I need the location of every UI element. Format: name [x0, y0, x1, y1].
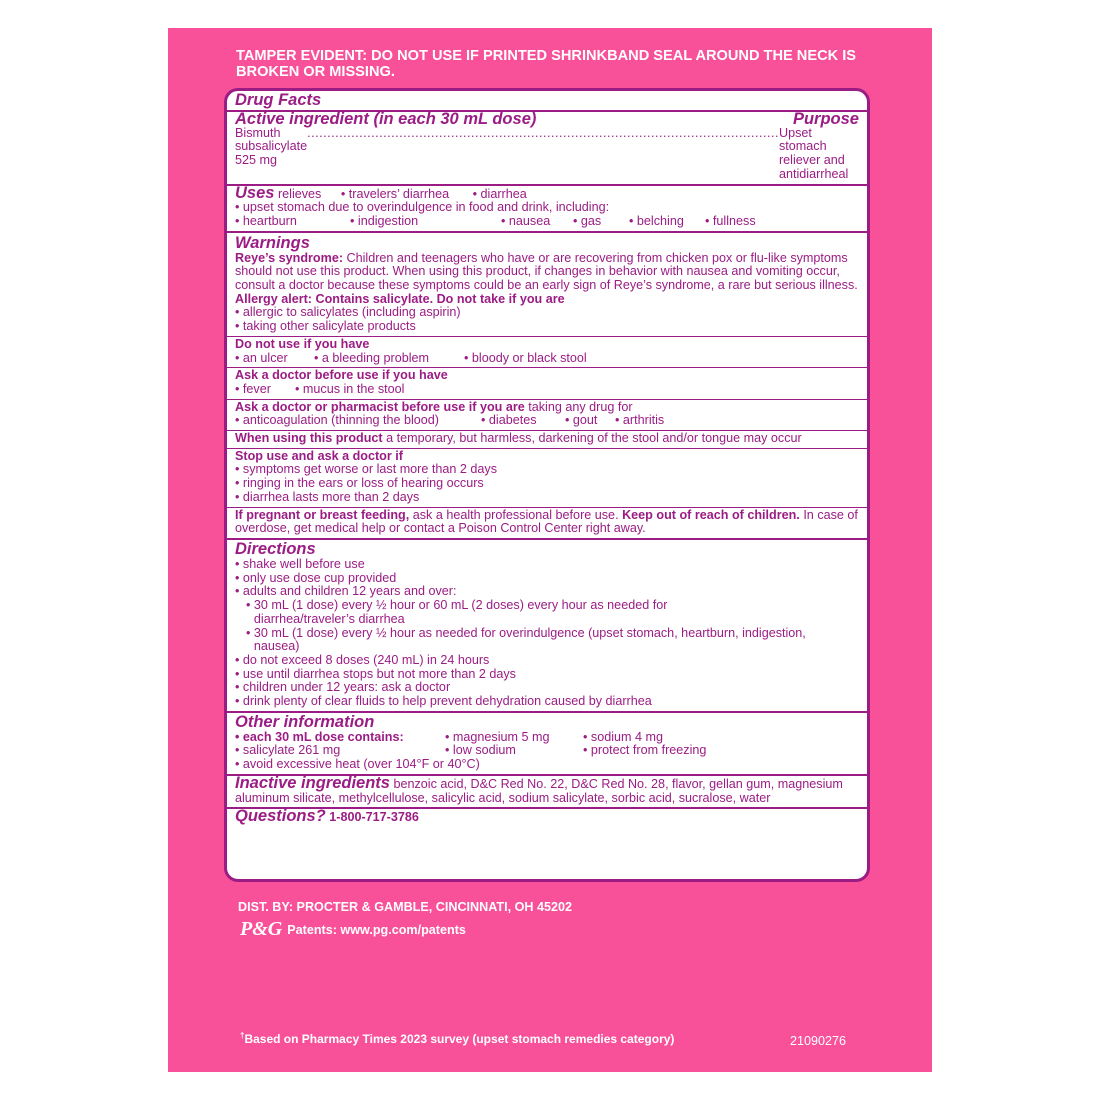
questions-heading: Questions?: [235, 807, 326, 826]
uses-heading: Uses: [235, 183, 275, 202]
purpose-heading: Purpose: [792, 110, 859, 128]
other-information-section: Other information • each 30 mL dose contains: • magnesium 5 mg • sodium 4 mg • salicylate 261 mg • low sodium • protect from freezing • avoid excessive heat (over 104°F or 40°C): [227, 713, 867, 776]
product-code: 21090276: [790, 1034, 847, 1048]
pg-logo: P&G: [240, 918, 283, 940]
patents-text: Patents: www.pg.com/patents: [287, 922, 466, 937]
do-not-use-section: Do not use if you have • an ulcer • a bleeding problem • bloody or black stool: [227, 337, 867, 368]
footnote: †Based on Pharmacy Times 2023 survey (upset stomach remedies category): [240, 1031, 675, 1046]
carton-back-panel: [168, 28, 932, 1072]
inactive-ingredients-heading: Inactive ingredients: [235, 773, 390, 792]
directions-heading: Directions: [235, 539, 316, 558]
distributor-line: DIST. BY: PROCTER & GAMBLE, CINCINNATI, OH 45202: [238, 900, 573, 914]
pregnancy-section: If pregnant or breast feeding, ask a health professional before use. Keep out of reach of children. In case of overdose, get medical help or contact a Poison Control Center right away.: [227, 508, 867, 540]
warnings-heading: Warnings: [235, 233, 310, 252]
inactive-ingredients-section: Inactive ingredients benzoic acid, D&C Red No. 22, D&C Red No. 28, flavor, gellan gum, magnesium aluminum silicate, methylcellulose, salicylic acid, sodium salicylate, sorbic acid, sucralose, water: [227, 776, 867, 809]
ask-doctor-section: Ask a doctor before use if you have • fever • mucus in the stool: [227, 368, 867, 399]
uses-section: Uses relieves • travelers’ diarrhea • diarrhea • upset stomach due to overindulgence in food and drink, including: • heartburn • indigestion • nausea • gas • belching • fullness: [227, 186, 867, 233]
drug-facts-header: [227, 91, 867, 186]
leader-dots: ......................................................................................................................: [307, 125, 779, 140]
warnings-section: Warnings Reye’s syndrome: Children and teenagers who have or are recovering from chicken pox or flu-like symptoms should not use this product. When using this product, if changes in behavior with nausea and vomiting occur, consult a doctor because these symptoms could be an early sign of Reye’s syndrome, a rare but serious illness. Allergy alert: Contains salicylate. Do not take if you are • allergic to salicylates (including aspirin) • taking other salicylate products: [227, 233, 867, 337]
tamper-evident-notice: TAMPER EVIDENT: DO NOT USE IF PRINTED SHRINKBAND SEAL AROUND THE NECK IS BROKEN OR MISSING.: [236, 48, 856, 80]
patents-line: [240, 918, 466, 941]
directions-section: Directions • shake well before use • only use dose cup provided • adults and children 12 years and over: • 30 mL (1 dose) every ½ hour or 60 mL (2 doses) every hour as needed for diarrhea/traveler’s diarrhea • 30 mL (1 dose) every ½ hour as needed for overindulgence (upset stomach, heartburn, indigestion, nausea) • do not exceed 8 doses (240 mL) in 24 hours • use until diarrhea stops but not more than 2 days • children under 12 years: ask a doctor • drink plenty of clear fluids to help prevent dehydration caused by diarrhea: [227, 540, 867, 713]
active-ingredient-purpose: Upset stomach reliever and antidiarrheal: [778, 125, 849, 181]
stop-use-section: Stop use and ask a doctor if • symptoms get worse or last more than 2 days • ringing in the ears or loss of hearing occurs • diarrhea lasts more than 2 days: [227, 449, 867, 508]
active-ingredient-heading: Active ingredient (in each 30 mL dose): [235, 110, 537, 128]
drug-facts-title: Drug Facts: [235, 91, 322, 109]
active-ingredient-name: Bismuth subsalicylate 525 mg: [235, 125, 308, 168]
questions-phone: 1-800-717-3786: [329, 810, 419, 825]
ask-pharmacist-section: Ask a doctor or pharmacist before use if you are taking any drug for • anticoagulation (thinning the blood) • diabetes • gout • arthritis: [227, 400, 867, 431]
other-information-heading: Other information: [235, 712, 375, 731]
when-using-section: When using this product a temporary, but harmless, darkening of the stool and/or tongue may occur: [227, 431, 867, 449]
questions-section: [227, 809, 867, 827]
drug-facts-box: [224, 88, 870, 882]
